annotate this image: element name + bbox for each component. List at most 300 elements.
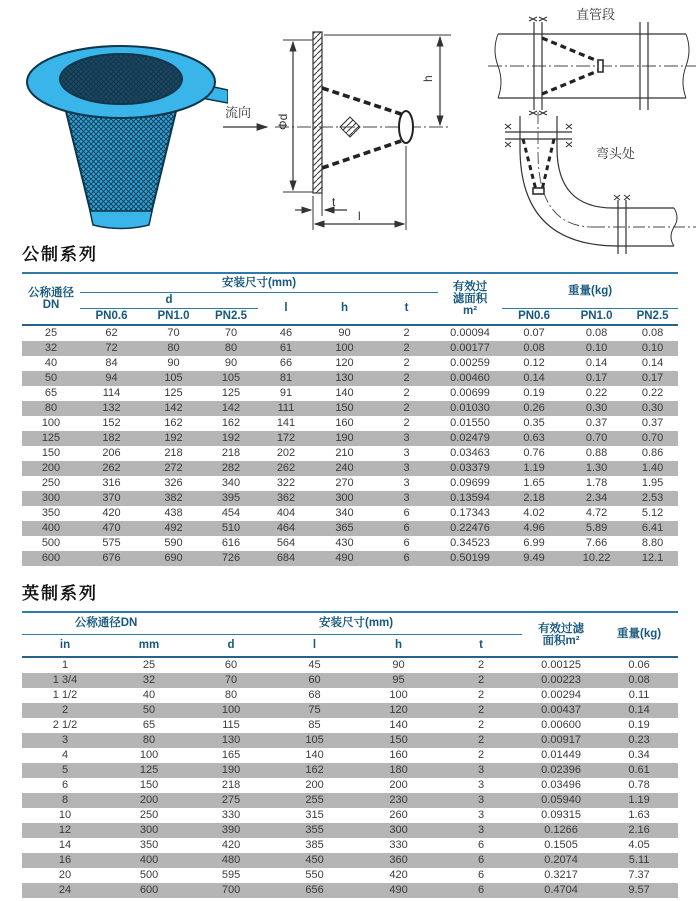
table-cell: 80	[224, 342, 238, 354]
table-cell: 0.06	[628, 659, 650, 671]
table-cell: 420	[102, 507, 121, 519]
table-cell: 2	[477, 749, 485, 761]
table-cell: 192	[164, 432, 183, 444]
table-cell: 7.66	[585, 537, 608, 549]
table-cell: 3	[477, 824, 485, 836]
table-cell: 0.23	[628, 734, 650, 746]
table-cell: 66	[279, 357, 293, 369]
table-cell: 315	[305, 809, 324, 821]
table-cell: 262	[276, 462, 296, 474]
table-cell: 0.61	[628, 764, 650, 776]
table-cell: 272	[164, 462, 183, 474]
table-cell: 80	[224, 689, 238, 701]
table-cell: 250	[139, 809, 159, 821]
table-cell: 590	[164, 537, 183, 549]
table-cell: 125	[221, 387, 241, 399]
table-cell: 438	[164, 507, 183, 519]
table-cell: 1.65	[523, 477, 545, 489]
table-cell: 4	[61, 749, 69, 761]
table-cell: 282	[221, 462, 241, 474]
table-cell: 6.41	[641, 522, 664, 534]
table-cell: 150	[389, 734, 408, 746]
flange-section	[313, 32, 322, 193]
table-cell: 390	[221, 824, 241, 836]
table-cell: 6	[403, 507, 410, 519]
table-cell: 350	[139, 839, 159, 851]
metric-table-body	[22, 325, 678, 566]
table-cell: 2	[403, 372, 410, 384]
col-header-d: d	[227, 639, 235, 651]
table-cell: 172	[276, 432, 296, 444]
table-row	[22, 673, 678, 688]
table-cell: 4.72	[585, 507, 608, 519]
table-cell: 114	[102, 387, 121, 399]
table-cell: 1.19	[523, 462, 545, 474]
col-header-t: t	[479, 639, 483, 651]
table-cell: 0.08	[641, 327, 664, 339]
table-cell: 2	[477, 704, 485, 716]
table-cell: 360	[389, 854, 408, 866]
table-cell: 7.37	[628, 869, 650, 881]
table-cell: 140	[389, 719, 408, 731]
table-cell: 141	[276, 417, 296, 429]
table-cell: 0.00223	[541, 674, 581, 686]
table-cell: 500	[41, 537, 61, 549]
col-header-dn: 公称通径 DN	[28, 287, 74, 311]
table-cell: 0.02479	[450, 432, 490, 444]
table-cell: 32	[44, 342, 58, 354]
table-cell: 0.1266	[544, 824, 578, 836]
table-cell: 0.30	[585, 402, 608, 414]
table-cell: 90	[167, 357, 180, 369]
table-cell: 0.09699	[450, 477, 490, 489]
table-cell: 200	[305, 779, 324, 791]
table-cell: 14	[58, 839, 72, 851]
table-cell: 60	[308, 674, 321, 686]
table-cell: 0.03463	[450, 447, 490, 459]
table-cell: 676	[102, 552, 121, 564]
table-cell: 1	[61, 659, 69, 671]
table-cell: 5.12	[641, 507, 664, 519]
col-header-d-pn25: PN2.5	[215, 310, 247, 322]
table-cell: 180	[389, 764, 408, 776]
table-cell: 0.02396	[541, 764, 581, 776]
table-cell: 726	[221, 552, 241, 564]
table-cell: 2.18	[523, 492, 545, 504]
table-cell: 0.00294	[541, 689, 581, 701]
table-row	[22, 401, 678, 416]
table-cell: 0.22	[585, 387, 608, 399]
table-cell: 6	[477, 869, 485, 881]
table-cell: 1.63	[628, 809, 650, 821]
table-cell: 400	[41, 522, 61, 534]
dim-label-h: h	[421, 75, 435, 82]
table-cell: 162	[164, 417, 183, 429]
col-group-dn: 公称通径DN	[22, 612, 190, 635]
col-header-t: t	[404, 302, 409, 314]
table-row	[22, 778, 678, 793]
table-cell: 0.00460	[450, 372, 490, 384]
table-cell: 152	[102, 417, 121, 429]
col-header-w-pn25: PN2.5	[636, 310, 669, 322]
col-group-install: 安装尺寸(mm)	[80, 273, 438, 293]
table-cell: 0.17343	[450, 507, 490, 519]
table-cell: 5	[61, 764, 69, 776]
table-cell: 0.13594	[450, 492, 490, 504]
table-cell: 111	[277, 402, 295, 414]
table-cell: 32	[142, 674, 156, 686]
table-cell: 0.1505	[544, 839, 578, 851]
table-cell: 105	[164, 372, 183, 384]
metric-series-title: 公制系列	[22, 245, 98, 264]
table-cell: 490	[389, 884, 408, 896]
imperial-table-body	[22, 657, 678, 898]
table-cell: 464	[276, 522, 296, 534]
table-row	[22, 431, 678, 446]
table-cell: 162	[221, 417, 241, 429]
table-cell: 240	[335, 462, 354, 474]
table-cell: 115	[222, 719, 240, 731]
table-cell: 316	[102, 477, 121, 489]
table-cell: 210	[335, 447, 354, 459]
table-cell: 0.34	[628, 749, 650, 761]
table-cell: 91	[279, 387, 293, 399]
table-cell: 600	[139, 884, 159, 896]
table-cell: 2	[403, 357, 410, 369]
table-row	[22, 703, 678, 718]
col-header-weight: 重量(kg)	[617, 628, 662, 640]
table-row	[22, 853, 678, 868]
table-cell: 0.37	[641, 417, 664, 429]
table-cell: 250	[41, 477, 61, 489]
table-row	[22, 506, 678, 521]
table-cell: 72	[105, 342, 118, 354]
table-row	[22, 476, 678, 491]
table-cell: 3	[477, 794, 485, 806]
table-cell: 2.34	[585, 492, 608, 504]
table-cell: 0.14	[641, 357, 664, 369]
dim-label-phi-d: Φd	[276, 113, 290, 130]
col-header-in: in	[59, 639, 71, 651]
table-cell: 5.89	[585, 522, 608, 534]
table-cell: 0.3217	[544, 869, 578, 881]
dim-label-t: t	[332, 195, 336, 209]
table-cell: 0.00094	[450, 327, 490, 339]
table-cell: 420	[389, 869, 408, 881]
table-cell: 575	[102, 537, 121, 549]
table-cell: 492	[164, 522, 183, 534]
table-cell: 330	[221, 809, 241, 821]
table-cell: 75	[308, 704, 321, 716]
table-cell: 2	[61, 704, 69, 716]
table-cell: 206	[102, 447, 121, 459]
table-cell: 70	[224, 674, 238, 686]
table-cell: 6	[403, 537, 410, 549]
table-cell: 20	[58, 869, 72, 881]
elbow-diagram	[478, 112, 700, 260]
cone-wall-top	[322, 88, 401, 114]
table-cell: 200	[389, 779, 408, 791]
col-header-h: h	[340, 302, 349, 314]
table-cell: 6	[61, 779, 69, 791]
table-cell: 3	[477, 764, 485, 776]
table-cell: 3	[403, 432, 410, 444]
table-cell: 125	[41, 432, 61, 444]
table-cell: 595	[221, 869, 241, 881]
table-cell: 3	[403, 477, 410, 489]
col-header-l: l	[284, 302, 288, 314]
table-cell: 2	[477, 734, 485, 746]
table-cell: 0.70	[641, 432, 664, 444]
table-cell: 200	[139, 794, 159, 806]
table-cell: 2	[403, 327, 410, 339]
table-cell: 12.1	[641, 552, 664, 564]
table-row	[22, 356, 678, 371]
table-cell: 510	[221, 522, 241, 534]
table-cell: 260	[389, 809, 408, 821]
table-cell: 1.78	[585, 477, 608, 489]
table-cell: 3	[477, 809, 485, 821]
table-row	[22, 416, 678, 431]
table-cell: 192	[221, 432, 241, 444]
table-cell: 40	[44, 357, 58, 369]
table-cell: 382	[164, 492, 183, 504]
table-cell: 365	[335, 522, 354, 534]
table-cell: 3	[403, 447, 410, 459]
table-cell: 300	[389, 824, 408, 836]
table-row	[22, 823, 678, 838]
table-cell: 0.2074	[544, 854, 578, 866]
table-cell: 46	[279, 327, 293, 339]
table-cell: 100	[139, 749, 159, 761]
table-cell: 0.10	[585, 342, 608, 354]
table-cell: 80	[44, 402, 58, 414]
table-cell: 16	[58, 854, 72, 866]
table-cell: 355	[305, 824, 324, 836]
col-header-area: 有效过滤 面积m²	[538, 622, 585, 647]
table-cell: 700	[221, 884, 241, 896]
table-cell: 0.00917	[541, 734, 581, 746]
table-row	[22, 763, 678, 778]
table-cell: 0.86	[641, 447, 664, 459]
table-cell: 142	[164, 402, 183, 414]
table-cell: 0.03379	[450, 462, 490, 474]
table-cell: 2	[403, 387, 410, 399]
table-cell: 12	[58, 824, 72, 836]
table-cell: 6.99	[523, 537, 545, 549]
table-cell: 684	[276, 552, 296, 564]
table-cell: 480	[221, 854, 241, 866]
table-row	[22, 718, 678, 733]
table-cell: 0.76	[523, 447, 545, 459]
table-cell: 420	[221, 839, 241, 851]
table-cell: 90	[338, 327, 351, 339]
table-cell: 2.16	[628, 824, 650, 836]
cone-tip	[598, 60, 603, 72]
table-cell: 65	[44, 387, 58, 399]
table-cell: 65	[142, 719, 156, 731]
table-cell: 300	[41, 492, 61, 504]
table-cell: 10.22	[582, 552, 611, 564]
table-cell: 0.30	[641, 402, 664, 414]
table-cell: 218	[221, 447, 241, 459]
table-cell: 0.19	[628, 719, 650, 731]
table-cell: 0.03496	[541, 779, 581, 791]
table-cell: 0.35	[523, 417, 545, 429]
table-cell: 125	[164, 387, 183, 399]
table-cell: 150	[335, 402, 354, 414]
table-cell: 600	[41, 552, 61, 564]
table-row	[22, 748, 678, 763]
table-cell: 690	[164, 552, 183, 564]
table-cell: 120	[335, 357, 354, 369]
table-cell: 125	[139, 764, 159, 776]
table-cell: 218	[221, 779, 241, 791]
table-cell: 190	[221, 764, 241, 776]
table-cell: 1.40	[641, 462, 664, 474]
table-cell: 0.07	[523, 327, 545, 339]
table-cell: 0.4704	[544, 884, 578, 896]
metric-table	[22, 272, 678, 566]
table-cell: 50	[44, 372, 58, 384]
table-cell: 10	[58, 809, 72, 821]
table-cell: 100	[335, 342, 354, 354]
table-cell: 0.01550	[450, 417, 490, 429]
table-cell: 94	[105, 372, 118, 384]
table-cell: 165	[221, 749, 241, 761]
table-cell: 3	[403, 462, 410, 474]
table-cell: 130	[221, 734, 241, 746]
table-cell: 0.01030	[450, 402, 490, 414]
table-cell: 0.00600	[541, 719, 581, 731]
table-cell: 0.63	[523, 432, 545, 444]
table-cell: 400	[139, 854, 159, 866]
table-cell: 100	[41, 417, 61, 429]
table-cell: 6	[477, 884, 485, 896]
table-cell: 0.01449	[541, 749, 581, 761]
table-cell: 80	[167, 342, 180, 354]
table-cell: 2	[477, 689, 485, 701]
table-cell: 1.19	[628, 794, 650, 806]
col-header-w-pn06: PN0.6	[518, 310, 551, 322]
col-header-d-pn06: PN0.6	[95, 310, 128, 322]
table-row	[22, 868, 678, 883]
bolt-marks-icon	[505, 124, 572, 147]
table-cell: 450	[305, 854, 324, 866]
table-cell: 6	[403, 552, 410, 564]
table-cell: 6	[403, 522, 410, 534]
table-cell: 340	[335, 507, 354, 519]
table-cell: 0.70	[585, 432, 608, 444]
col-group-install: 安装尺寸(mm)	[190, 612, 522, 635]
table-cell: 0.26	[523, 402, 545, 414]
table-row	[22, 536, 678, 551]
table-cell: 61	[279, 342, 293, 354]
table-cell: 3	[61, 734, 69, 746]
straight-pipe-diagram	[488, 4, 696, 116]
table-cell: 0.08	[585, 327, 608, 339]
table-cell: 385	[305, 839, 324, 851]
table-row	[22, 325, 678, 341]
table-cell: 4.02	[523, 507, 545, 519]
table-cell: 132	[102, 402, 121, 414]
table-cell: 8	[61, 794, 69, 806]
table-cell: 0.88	[585, 447, 608, 459]
table-cell: 70	[167, 327, 180, 339]
table-cell: 200	[41, 462, 61, 474]
table-cell: 24	[58, 884, 72, 896]
table-cell: 550	[305, 869, 324, 881]
table-cell: 202	[276, 447, 296, 459]
table-row	[22, 883, 678, 898]
table-cell: 140	[335, 387, 354, 399]
table-cell: 25	[142, 659, 156, 671]
table-cell: 470	[102, 522, 121, 534]
table-cell: 430	[335, 537, 354, 549]
table-row	[22, 461, 678, 476]
table-cell: 0.14	[628, 704, 650, 716]
table-row	[22, 688, 678, 703]
col-group-d: d	[80, 293, 258, 309]
table-cell: 0.00125	[541, 659, 581, 671]
table-cell: 6	[477, 839, 485, 851]
cone-tip	[533, 188, 544, 194]
table-cell: 90	[224, 357, 238, 369]
table-cell: 0.37	[585, 417, 608, 429]
table-cell: 85	[308, 719, 321, 731]
table-cell: 0.14	[523, 372, 545, 384]
table-cell: 490	[335, 552, 354, 564]
table-cell: 100	[389, 689, 408, 701]
strainer-illustration	[16, 24, 228, 232]
cone-wall	[542, 38, 600, 62]
table-cell: 3	[403, 492, 410, 504]
table-cell: 90	[392, 659, 405, 671]
table-cell: 300	[139, 824, 159, 836]
col-group-weight: 重量(kg)	[502, 273, 678, 309]
table-row	[22, 386, 678, 401]
table-cell: 2 1/2	[52, 719, 78, 731]
table-cell: 45	[308, 659, 321, 671]
table-cell: 395	[221, 492, 241, 504]
table-cell: 0.17	[641, 372, 664, 384]
col-header-d-pn10: PN1.0	[157, 310, 190, 322]
table-cell: 0.10	[641, 342, 664, 354]
table-cell: 2.53	[641, 492, 664, 504]
table-cell: 120	[389, 704, 408, 716]
table-row	[22, 793, 678, 808]
imperial-table	[22, 611, 678, 898]
table-cell: 160	[335, 417, 354, 429]
table-cell: 40	[142, 689, 156, 701]
table-cell: 162	[305, 764, 324, 776]
table-cell: 2	[403, 417, 410, 429]
table-cell: 0.50199	[450, 552, 490, 564]
table-cell: 182	[102, 432, 121, 444]
table-cell: 0.00699	[450, 387, 490, 399]
table-cell: 2	[477, 659, 485, 671]
table-cell: 1.30	[585, 462, 608, 474]
cross-section-drawing	[215, 0, 490, 240]
table-cell: 255	[305, 794, 324, 806]
table-cell: 362	[276, 492, 296, 504]
table-cell: 8.80	[641, 537, 664, 549]
table-cell: 0.08	[523, 342, 545, 354]
table-cell: 330	[389, 839, 408, 851]
table-row	[22, 446, 678, 461]
table-cell: 230	[389, 794, 408, 806]
dim-label-l: l	[358, 209, 361, 223]
